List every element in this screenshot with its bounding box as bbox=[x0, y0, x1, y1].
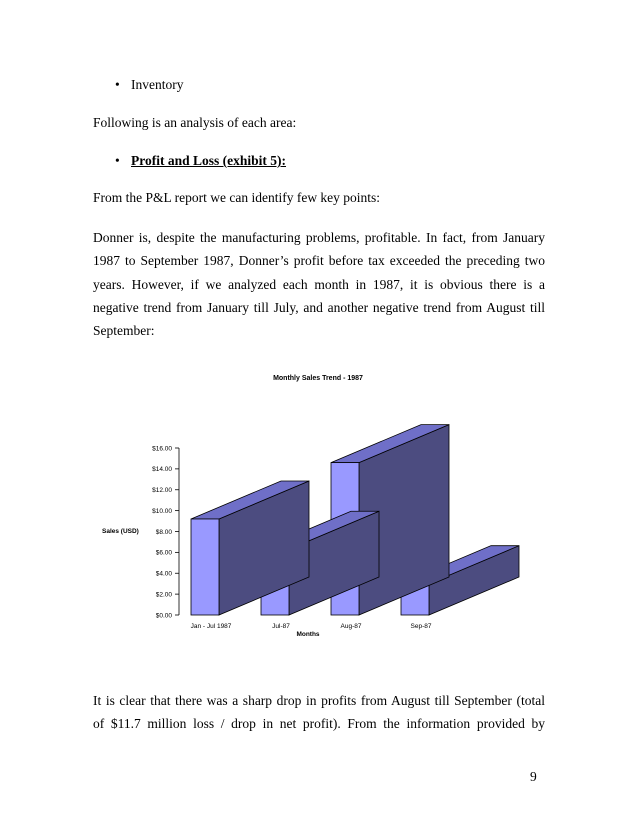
y-tick-label: $10.00 bbox=[152, 507, 172, 515]
page-number: 9 bbox=[530, 769, 537, 784]
y-tick-label: $16.00 bbox=[152, 445, 172, 453]
monthly-sales-chart bbox=[0, 360, 638, 650]
intro-paragraph bbox=[93, 115, 545, 131]
closing-line: of $11.7 million loss / drop in net profit). From the information provided by bbox=[93, 716, 545, 732]
x-tick-label: Sep-87 bbox=[410, 623, 432, 630]
closing-line: It is clear that there was a sharp drop in profits from August till September (total bbox=[93, 693, 545, 708]
y-tick-label: $4.00 bbox=[155, 570, 172, 578]
bullet-inventory bbox=[115, 77, 184, 93]
y-tick-label: $0.00 bbox=[155, 612, 172, 620]
y-tick-label: $2.00 bbox=[155, 591, 172, 599]
chart-y-axis-label: Sales (USD) bbox=[102, 528, 139, 535]
bullet-profit-loss-text: Profit and Loss (exhibit 5): bbox=[131, 153, 287, 168]
chart-bars bbox=[191, 425, 519, 615]
x-tick-label: Jan - Jul 1987 bbox=[190, 623, 232, 630]
bullet-profit-loss bbox=[115, 153, 287, 169]
chart-x-ticks bbox=[191, 623, 432, 630]
y-tick-label: $8.00 bbox=[155, 528, 172, 536]
chart-axis bbox=[152, 445, 179, 619]
intro-text: Following is an analysis of each area: bbox=[93, 115, 297, 130]
pl-intro-text: From the P&L report we can identify few key points: bbox=[93, 190, 381, 205]
donner-line: Donner is, despite the manufacturing problems, profitable. In fact, from January bbox=[93, 230, 545, 245]
donner-line: negative trend from January till July, and another negative trend from August till bbox=[93, 299, 545, 315]
pl-intro-paragraph bbox=[93, 190, 545, 206]
bar-front-face bbox=[191, 519, 219, 615]
x-tick-label: Jul-87 bbox=[272, 623, 290, 630]
y-tick-label: $12.00 bbox=[152, 487, 172, 495]
bullet-glyph: • bbox=[115, 77, 120, 92]
chart-x-axis-label: Months bbox=[296, 631, 320, 638]
bullet-glyph: • bbox=[115, 153, 120, 168]
donner-line: September: bbox=[93, 323, 155, 339]
donner-line: years. However, if we analyzed each month in 1987, it is obvious there is a bbox=[93, 276, 545, 292]
y-tick-label: $6.00 bbox=[155, 549, 172, 557]
closing-paragraph bbox=[93, 689, 545, 736]
bullet-inventory-text: Inventory bbox=[131, 77, 184, 92]
x-tick-label: Aug-87 bbox=[340, 623, 362, 630]
donner-paragraph bbox=[93, 226, 545, 342]
donner-line: 1987 to September 1987, Donner’s profit before tax exceeded the preceding two bbox=[93, 253, 545, 269]
y-tick-label: $14.00 bbox=[152, 466, 172, 474]
chart-title: Monthly Sales Trend - 1987 bbox=[273, 375, 363, 382]
